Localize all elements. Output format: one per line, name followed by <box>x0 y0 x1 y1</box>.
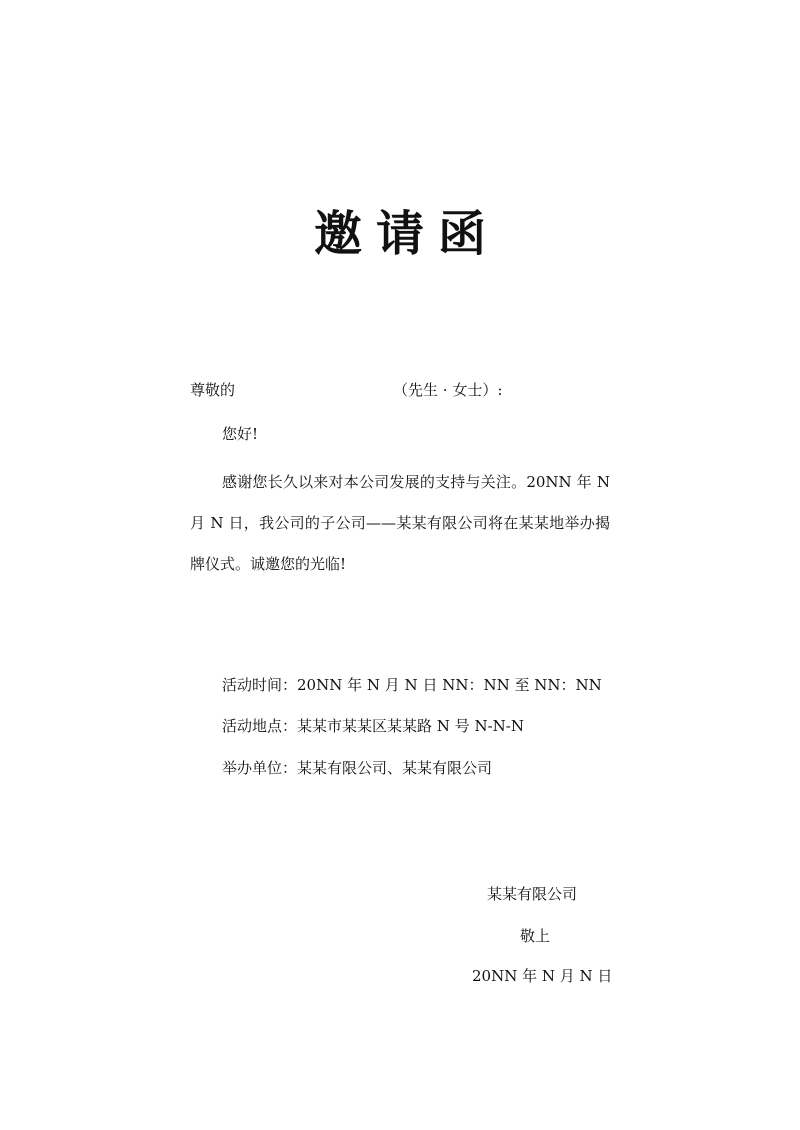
signature-date: 20NN 年 N 月 N 日 <box>472 967 613 985</box>
salutation <box>190 380 502 400</box>
salutation-suffix: （先生 · 女士）: <box>393 381 503 399</box>
event-host-label: 举办单位： <box>222 759 298 777</box>
invitation-body: 感谢您长久以来对本公司发展的支持与关注。20NN 年 N 月 N 日，我公司的子公司——某某有限公司将在某某地举办揭牌仪式。诚邀您的光临! <box>190 473 610 573</box>
salutation-prefix: 尊敬的 <box>190 381 236 399</box>
signature-respect: 敬上 <box>520 927 551 945</box>
signature-company: 某某有限公司 <box>487 885 578 903</box>
event-place-value: 某某市某某区某某路 N 号 N-N-N <box>297 717 524 735</box>
invitation-title: 邀请函 <box>313 206 500 262</box>
event-place <box>222 716 524 736</box>
greeting: 您好! <box>222 425 259 443</box>
event-host <box>222 758 492 778</box>
event-host-value: 某某有限公司、某某有限公司 <box>297 759 493 777</box>
event-time <box>222 675 602 695</box>
event-place-label: 活动地点： <box>222 717 298 735</box>
event-time-label: 活动时间： <box>222 676 298 694</box>
event-time-value: 20NN 年 N 月 N 日 NN：NN 至 NN：NN <box>297 676 602 694</box>
